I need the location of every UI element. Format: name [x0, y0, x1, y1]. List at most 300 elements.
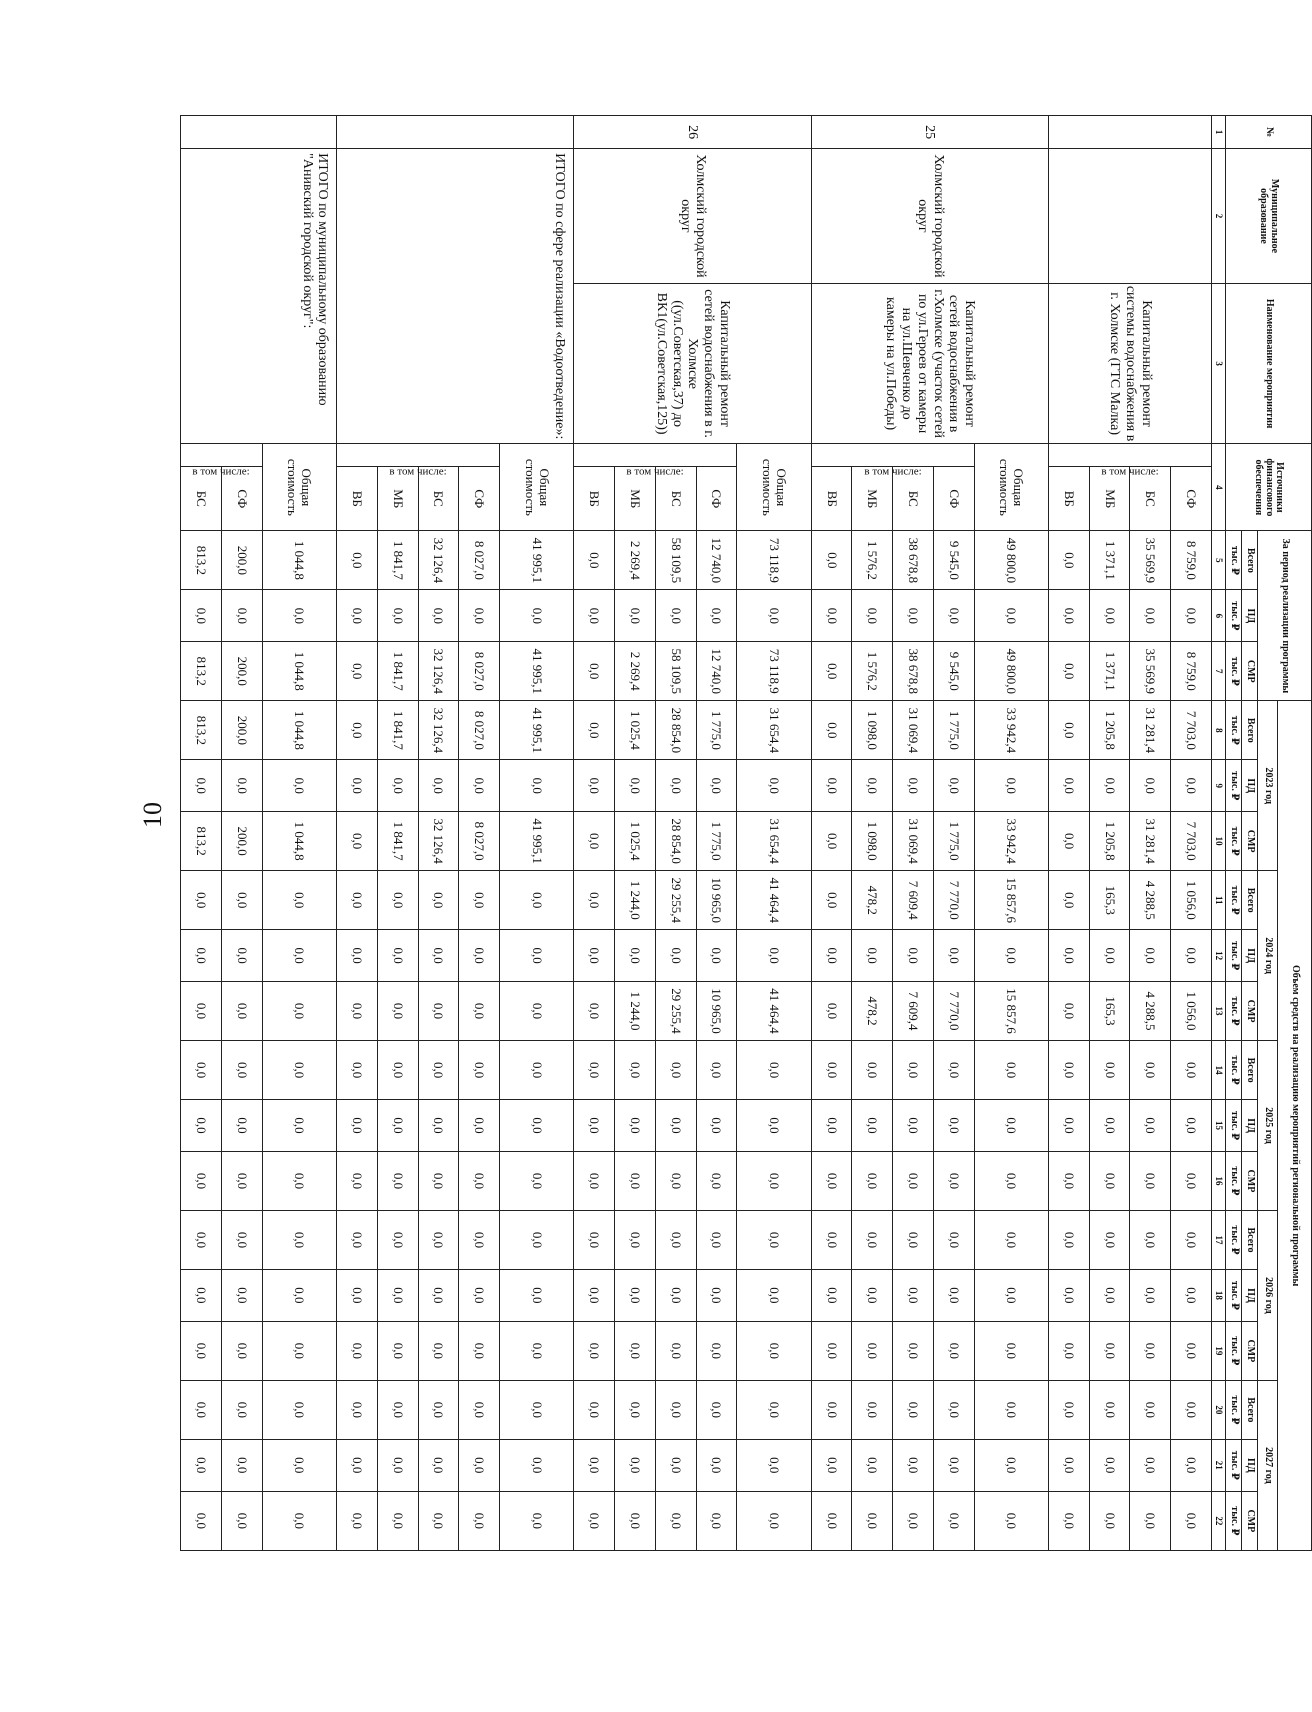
value-cell: 0,0: [377, 1151, 418, 1210]
table-row: [1171, 116, 1212, 1551]
value-cell: 0,0: [418, 1439, 459, 1491]
header-sub-пд: ПД: [1242, 760, 1258, 812]
value-cell: 478,2: [852, 871, 893, 930]
header-sub-всего: Всего: [1242, 871, 1258, 930]
value-cell: 0,0: [933, 1491, 974, 1550]
value-cell: 0,0: [811, 1270, 852, 1322]
header-unit: тыс. ₽: [1226, 1491, 1242, 1550]
source-cell: БС: [181, 467, 222, 531]
value-cell: 0,0: [1171, 590, 1212, 642]
value-cell: 0,0: [1130, 1491, 1171, 1550]
header-unit: тыс. ₽: [1226, 760, 1242, 812]
header-source: Источники финансового обеспечения: [1226, 444, 1312, 531]
value-cell: 0,0: [1089, 1491, 1130, 1550]
value-cell: 0,0: [1130, 1439, 1171, 1491]
value-cell: 0,0: [737, 930, 811, 982]
value-cell: 165,3: [1089, 871, 1130, 930]
value-cell: 0,0: [696, 1210, 737, 1269]
value-cell: 0,0: [418, 1041, 459, 1100]
value-cell: 0,0: [337, 930, 378, 982]
value-cell: 0,0: [181, 1041, 222, 1100]
value-cell: 1 775,0: [933, 812, 974, 871]
source-cell: ВБ: [811, 467, 852, 531]
value-cell: 0,0: [1049, 930, 1090, 982]
header-unit: тыс. ₽: [1226, 871, 1242, 930]
event-cell: Капитальный ремонт сетей водоснабжения в г.Холмске (участок сетей по ул.Героев от камеры на ул.Шевченко до камеры на ул.Победы): [811, 283, 1048, 444]
incl-label-text: в том числе:: [864, 466, 922, 479]
value-cell: 1 775,0: [696, 812, 737, 871]
value-cell: 0,0: [181, 1321, 222, 1380]
header-sub-всего: Всего: [1242, 1210, 1258, 1269]
source-cell: СФ: [1171, 467, 1212, 531]
value-cell: 7 609,4: [893, 871, 934, 930]
value-cell: 0,0: [377, 1041, 418, 1100]
value-cell: 0,0: [500, 1321, 574, 1380]
value-cell: 0,0: [615, 1380, 656, 1439]
value-cell: 0,0: [459, 930, 500, 982]
source-cell: БС: [418, 467, 459, 531]
value-cell: 0,0: [337, 642, 378, 701]
value-cell: 1 775,0: [933, 701, 974, 760]
value-cell: 0,0: [811, 531, 852, 590]
value-cell: 0,0: [615, 1270, 656, 1322]
column-number: 2: [1212, 149, 1226, 284]
table-row: [737, 116, 811, 1551]
value-cell: 0,0: [1049, 812, 1090, 871]
value-cell: 33 942,4: [974, 701, 1048, 760]
value-cell: 4 288,5: [1130, 871, 1171, 930]
value-cell: 0,0: [181, 760, 222, 812]
value-cell: 0,0: [574, 760, 615, 812]
incl-label: [1049, 444, 1212, 479]
value-cell: 0,0: [1130, 1210, 1171, 1269]
value-cell: 0,0: [1171, 1321, 1212, 1380]
value-cell: 0,0: [574, 590, 615, 642]
column-number: 5: [1212, 531, 1226, 590]
value-cell: 0,0: [459, 1041, 500, 1100]
value-cell: 0,0: [1089, 1270, 1130, 1322]
column-number: 7: [1212, 642, 1226, 701]
source-cell: Общая стоимость: [737, 444, 811, 531]
value-cell: 0,0: [262, 1491, 336, 1550]
municipality-cell: [1049, 149, 1212, 284]
value-cell: 0,0: [1049, 1491, 1090, 1550]
value-cell: 0,0: [696, 1321, 737, 1380]
column-number: 11: [1212, 871, 1226, 930]
header-unit: тыс. ₽: [1226, 590, 1242, 642]
value-cell: 1 205,8: [1089, 701, 1130, 760]
value-cell: 0,0: [696, 930, 737, 982]
value-cell: 0,0: [893, 1151, 934, 1210]
value-cell: 0,0: [852, 1321, 893, 1380]
value-cell: 0,0: [262, 930, 336, 982]
header-unit: тыс. ₽: [1226, 1270, 1242, 1322]
value-cell: 0,0: [181, 1210, 222, 1269]
incl-label-text: в том числе:: [389, 466, 447, 479]
value-cell: 0,0: [1049, 871, 1090, 930]
value-cell: 0,0: [933, 1321, 974, 1380]
source-cell: ВБ: [337, 467, 378, 531]
value-cell: 0,0: [696, 1041, 737, 1100]
value-cell: 0,0: [655, 1100, 696, 1152]
value-cell: 0,0: [696, 1270, 737, 1322]
rotated-table-wrapper: [180, 115, 1312, 1551]
value-cell: 1 044,8: [262, 812, 336, 871]
value-cell: 0,0: [221, 1210, 262, 1269]
value-cell: 0,0: [696, 1439, 737, 1491]
value-cell: 0,0: [933, 760, 974, 812]
value-cell: 0,0: [852, 1491, 893, 1550]
value-cell: 0,0: [974, 1380, 1048, 1439]
value-cell: 0,0: [893, 1210, 934, 1269]
header-unit: тыс. ₽: [1226, 1041, 1242, 1100]
value-cell: 0,0: [615, 1491, 656, 1550]
value-cell: 0,0: [181, 1270, 222, 1322]
value-cell: 0,0: [933, 1100, 974, 1152]
value-cell: 31 069,4: [893, 812, 934, 871]
header-unit: тыс. ₽: [1226, 930, 1242, 982]
value-cell: 0,0: [337, 1439, 378, 1491]
value-cell: 0,0: [1089, 1151, 1130, 1210]
value-cell: 0,0: [655, 930, 696, 982]
value-cell: 0,0: [811, 871, 852, 930]
value-cell: 0,0: [574, 701, 615, 760]
header-year-2026: 2026 год: [1258, 1210, 1278, 1380]
value-cell: 0,0: [221, 1380, 262, 1439]
value-cell: 29 255,4: [655, 871, 696, 930]
value-cell: 0,0: [811, 590, 852, 642]
header-unit: тыс. ₽: [1226, 982, 1242, 1041]
value-cell: 0,0: [1089, 760, 1130, 812]
value-cell: 12 740,0: [696, 642, 737, 701]
value-cell: 0,0: [262, 871, 336, 930]
value-cell: 9 545,0: [933, 531, 974, 590]
value-cell: 0,0: [262, 1100, 336, 1152]
value-cell: 10 965,0: [696, 871, 737, 930]
value-cell: 0,0: [1049, 590, 1090, 642]
incl-label: [574, 444, 737, 479]
value-cell: 0,0: [852, 1041, 893, 1100]
value-cell: 0,0: [974, 930, 1048, 982]
value-cell: 0,0: [459, 1100, 500, 1152]
header-sub-пд: ПД: [1242, 1100, 1258, 1152]
column-number: 17: [1212, 1210, 1226, 1269]
value-cell: 0,0: [893, 1491, 934, 1550]
source-cell: СФ: [933, 467, 974, 531]
value-cell: 0,0: [655, 760, 696, 812]
value-cell: 0,0: [181, 1491, 222, 1550]
header-year-2027: 2027 год: [1258, 1380, 1278, 1550]
value-cell: 0,0: [893, 1041, 934, 1100]
header-sub-пд: ПД: [1242, 1439, 1258, 1491]
value-cell: 200,0: [221, 531, 262, 590]
value-cell: 0,0: [1089, 930, 1130, 982]
source-cell: МБ: [852, 467, 893, 531]
value-cell: 0,0: [574, 1439, 615, 1491]
table-row: [974, 116, 1048, 1551]
value-cell: 0,0: [221, 1270, 262, 1322]
value-cell: 0,0: [221, 871, 262, 930]
value-cell: 0,0: [459, 760, 500, 812]
value-cell: 0,0: [1049, 642, 1090, 701]
value-cell: 8 759,0: [1171, 531, 1212, 590]
value-cell: 0,0: [655, 1439, 696, 1491]
value-cell: 0,0: [655, 1270, 696, 1322]
value-cell: 0,0: [893, 1270, 934, 1322]
value-cell: 29 255,4: [655, 982, 696, 1041]
value-cell: 0,0: [418, 1270, 459, 1322]
value-cell: 31 654,4: [737, 812, 811, 871]
value-cell: 7 703,0: [1171, 812, 1212, 871]
value-cell: 0,0: [852, 1151, 893, 1210]
value-cell: 0,0: [811, 930, 852, 982]
value-cell: 0,0: [893, 1439, 934, 1491]
value-cell: 0,0: [337, 982, 378, 1041]
value-cell: 0,0: [459, 1270, 500, 1322]
value-cell: 0,0: [500, 1041, 574, 1100]
value-cell: 0,0: [1049, 1151, 1090, 1210]
value-cell: 0,0: [974, 1151, 1048, 1210]
value-cell: 0,0: [221, 982, 262, 1041]
value-cell: 1 056,0: [1171, 982, 1212, 1041]
value-cell: 0,0: [377, 982, 418, 1041]
value-cell: 0,0: [377, 1100, 418, 1152]
header-no: №: [1226, 116, 1312, 149]
header-sub-смр: СМР: [1242, 1151, 1258, 1210]
row-no: [337, 116, 574, 149]
value-cell: 0,0: [500, 1151, 574, 1210]
source-cell: МБ: [1089, 467, 1130, 531]
value-cell: 35 569,9: [1130, 642, 1171, 701]
value-cell: 0,0: [377, 1321, 418, 1380]
value-cell: 0,0: [221, 590, 262, 642]
value-cell: 0,0: [262, 1380, 336, 1439]
value-cell: 0,0: [377, 760, 418, 812]
value-cell: 0,0: [377, 871, 418, 930]
value-cell: 0,0: [655, 590, 696, 642]
value-cell: 0,0: [737, 1041, 811, 1100]
value-cell: 0,0: [1049, 1321, 1090, 1380]
value-cell: 200,0: [221, 642, 262, 701]
value-cell: 0,0: [337, 1041, 378, 1100]
value-cell: 0,0: [737, 1491, 811, 1550]
source-cell: СФ: [221, 467, 262, 531]
header-volume: Объем средств на реализацию мероприятий региональной программы: [1278, 701, 1312, 1551]
value-cell: 200,0: [221, 701, 262, 760]
value-cell: 0,0: [852, 590, 893, 642]
value-cell: 0,0: [337, 1270, 378, 1322]
value-cell: 0,0: [181, 590, 222, 642]
value-cell: 0,0: [337, 1491, 378, 1550]
source-cell: БС: [655, 467, 696, 531]
value-cell: 0,0: [181, 1151, 222, 1210]
value-cell: 0,0: [615, 1321, 656, 1380]
header-unit: тыс. ₽: [1226, 1380, 1242, 1439]
value-cell: 0,0: [221, 1041, 262, 1100]
value-cell: 813,2: [181, 812, 222, 871]
value-cell: 0,0: [418, 1380, 459, 1439]
value-cell: 41 995,1: [500, 701, 574, 760]
value-cell: 0,0: [574, 1321, 615, 1380]
value-cell: 0,0: [852, 1270, 893, 1322]
value-cell: 0,0: [811, 812, 852, 871]
row-no: 25: [811, 116, 1048, 149]
value-cell: 1 371,1: [1089, 642, 1130, 701]
value-cell: 0,0: [418, 1100, 459, 1152]
value-cell: 1 244,0: [615, 871, 656, 930]
value-cell: 0,0: [615, 1439, 656, 1491]
value-cell: 0,0: [337, 1380, 378, 1439]
column-number: 21: [1212, 1439, 1226, 1491]
value-cell: 0,0: [933, 1439, 974, 1491]
header-event: Наименование мероприятия: [1226, 283, 1312, 444]
value-cell: 0,0: [615, 1210, 656, 1269]
value-cell: 0,0: [181, 930, 222, 982]
value-cell: 0,0: [418, 760, 459, 812]
header-year-2023: 2023 год: [1258, 701, 1278, 871]
column-number: 12: [1212, 930, 1226, 982]
value-cell: 38 678,8: [893, 531, 934, 590]
source-cell: МБ: [377, 467, 418, 531]
value-cell: 0,0: [811, 1151, 852, 1210]
value-cell: 0,0: [1049, 982, 1090, 1041]
value-cell: 0,0: [418, 1210, 459, 1269]
value-cell: 0,0: [459, 1151, 500, 1210]
event-cell: Капитальный ремонт системы водоснабжения в г. Холмске (ГТС Малка): [1049, 283, 1212, 444]
value-cell: 0,0: [221, 1151, 262, 1210]
value-cell: 0,0: [337, 590, 378, 642]
value-cell: 0,0: [181, 1100, 222, 1152]
value-cell: 0,0: [1171, 1210, 1212, 1269]
value-cell: 0,0: [1049, 1439, 1090, 1491]
column-number: 13: [1212, 982, 1226, 1041]
value-cell: 0,0: [696, 1380, 737, 1439]
value-cell: 0,0: [337, 1321, 378, 1380]
value-cell: 0,0: [221, 1439, 262, 1491]
value-cell: 1 205,8: [1089, 812, 1130, 871]
value-cell: 0,0: [262, 1270, 336, 1322]
value-cell: 1 841,7: [377, 531, 418, 590]
header-unit: тыс. ₽: [1226, 1100, 1242, 1152]
value-cell: 0,0: [459, 871, 500, 930]
value-cell: 0,0: [418, 871, 459, 930]
value-cell: 0,0: [500, 1100, 574, 1152]
value-cell: 8 759,0: [1171, 642, 1212, 701]
column-number: 3: [1212, 283, 1226, 444]
value-cell: 1 044,8: [262, 642, 336, 701]
value-cell: 0,0: [974, 1491, 1048, 1550]
source-cell: Общая стоимость: [500, 444, 574, 531]
header-year-2024: 2024 год: [1258, 871, 1278, 1041]
value-cell: 0,0: [574, 1270, 615, 1322]
value-cell: 0,0: [500, 1439, 574, 1491]
header-unit: тыс. ₽: [1226, 1210, 1242, 1269]
column-number: 9: [1212, 760, 1226, 812]
value-cell: 32 126,4: [418, 812, 459, 871]
value-cell: 0,0: [1171, 1491, 1212, 1550]
value-cell: 0,0: [893, 760, 934, 812]
value-cell: 0,0: [1171, 1151, 1212, 1210]
value-cell: 1 025,4: [615, 812, 656, 871]
value-cell: 0,0: [1089, 590, 1130, 642]
value-cell: 41 464,4: [737, 982, 811, 1041]
value-cell: 1 841,7: [377, 812, 418, 871]
value-cell: 0,0: [974, 1041, 1048, 1100]
value-cell: 0,0: [696, 1491, 737, 1550]
header-unit: тыс. ₽: [1226, 1151, 1242, 1210]
value-cell: 0,0: [377, 1210, 418, 1269]
value-cell: 0,0: [221, 760, 262, 812]
value-cell: 0,0: [974, 760, 1048, 812]
value-cell: 1 841,7: [377, 642, 418, 701]
value-cell: 1 044,8: [262, 531, 336, 590]
value-cell: 1 841,7: [377, 701, 418, 760]
value-cell: 0,0: [377, 1380, 418, 1439]
value-cell: 0,0: [811, 642, 852, 701]
value-cell: 0,0: [811, 982, 852, 1041]
value-cell: 0,0: [655, 1151, 696, 1210]
header-unit: тыс. ₽: [1226, 1321, 1242, 1380]
header-sub-всего: Всего: [1242, 531, 1258, 590]
value-cell: 813,2: [181, 701, 222, 760]
value-cell: 0,0: [500, 590, 574, 642]
event-cell: Капитальный ремонт сетей водоснабжения в г. Холмске ((ул.Советская,37) до ВК1(ул.Советская,125)): [574, 283, 811, 444]
incl-label: [181, 444, 263, 479]
value-cell: 31 281,4: [1130, 812, 1171, 871]
value-cell: 813,2: [181, 531, 222, 590]
source-cell: Общая стоимость: [974, 444, 1048, 531]
row-no: [1049, 116, 1212, 149]
value-cell: 0,0: [262, 1439, 336, 1491]
value-cell: 41 464,4: [737, 871, 811, 930]
value-cell: 0,0: [459, 1491, 500, 1550]
value-cell: 0,0: [893, 1380, 934, 1439]
value-cell: 1 044,8: [262, 701, 336, 760]
value-cell: 0,0: [574, 531, 615, 590]
value-cell: 0,0: [181, 1439, 222, 1491]
value-cell: 0,0: [1089, 1380, 1130, 1439]
value-cell: 38 678,8: [893, 642, 934, 701]
value-cell: 0,0: [1130, 930, 1171, 982]
value-cell: 0,0: [500, 1210, 574, 1269]
value-cell: 1 098,0: [852, 812, 893, 871]
value-cell: 0,0: [615, 1151, 656, 1210]
value-cell: 1 576,2: [852, 642, 893, 701]
value-cell: 0,0: [696, 760, 737, 812]
value-cell: 0,0: [221, 1100, 262, 1152]
value-cell: 0,0: [852, 1439, 893, 1491]
value-cell: 0,0: [574, 1151, 615, 1210]
table-row: [262, 116, 336, 1551]
value-cell: 0,0: [737, 590, 811, 642]
value-cell: 0,0: [459, 1210, 500, 1269]
value-cell: 0,0: [418, 1491, 459, 1550]
value-cell: 0,0: [811, 701, 852, 760]
value-cell: 0,0: [337, 812, 378, 871]
column-number: 15: [1212, 1100, 1226, 1152]
value-cell: 0,0: [459, 590, 500, 642]
incl-label-text: в том числе:: [626, 466, 685, 479]
value-cell: 0,0: [1049, 1270, 1090, 1322]
value-cell: 0,0: [655, 1380, 696, 1439]
value-cell: 0,0: [737, 1270, 811, 1322]
value-cell: 0,0: [1049, 1380, 1090, 1439]
header-sub-пд: ПД: [1242, 590, 1258, 642]
value-cell: 58 109,5: [655, 642, 696, 701]
value-cell: 0,0: [852, 760, 893, 812]
value-cell: 31 654,4: [737, 701, 811, 760]
value-cell: 0,0: [221, 1321, 262, 1380]
